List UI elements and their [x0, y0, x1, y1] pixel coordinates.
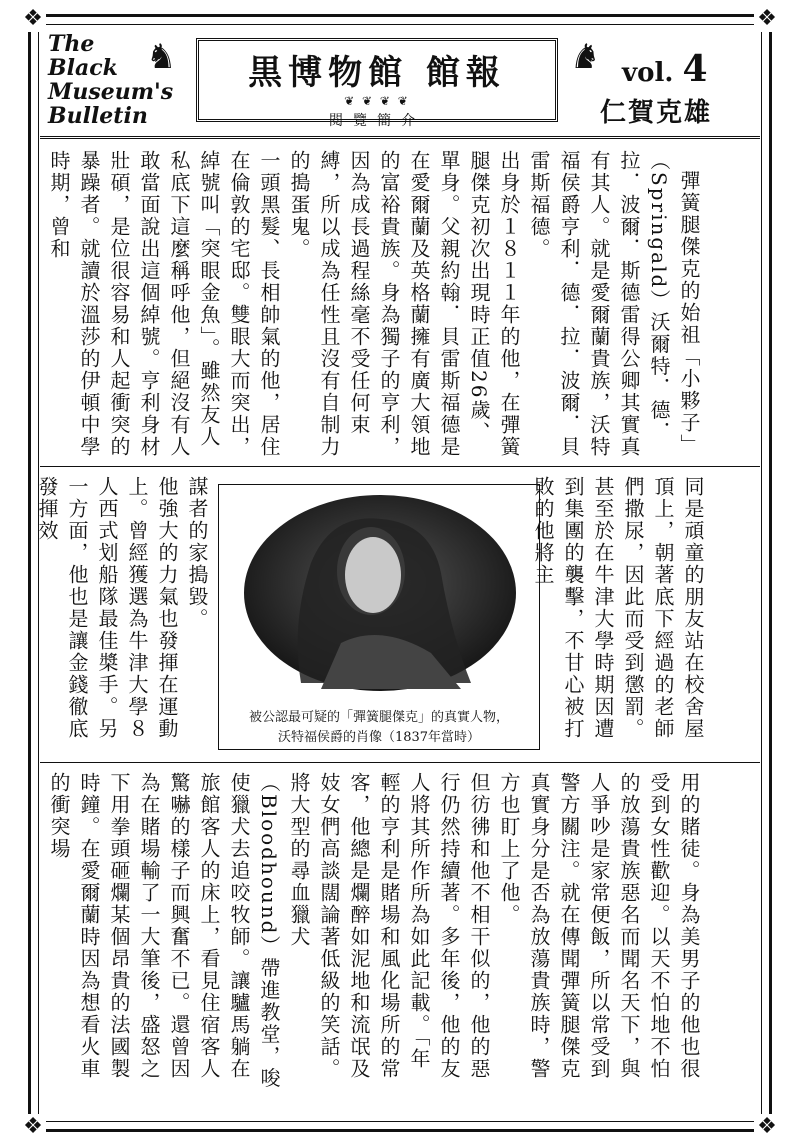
masthead-line: Bulletin: [48, 103, 148, 129]
title-flourish-icon: ❦ ❦ ❦ ❦: [344, 94, 410, 108]
article-text-middle-left: [35, 476, 212, 754]
masthead-line: The: [48, 31, 95, 57]
corner-ornament-icon: ❖: [754, 1114, 780, 1140]
article-paragraph: 彈簧腿傑克的始祖「小夥子」（Springald）沃爾特．德．拉．波爾．斯德雷得公卿其實真有其人。就是愛爾蘭貴族，沃特福侯爵亨利．德．拉．波爾．貝雷斯福德。 出身於１８１１年的他，在彈簧腿傑克初次出現時正值26歲、單身。父親約翰．貝雷斯福德是在愛爾蘭及英格蘭擁有廣大領地的富裕貴族。身為獨子的亨利，因為成長過程絲毫不受任何束縛，所以成為任性且沒有自制力的搗蛋鬼。 一頭黑髮、長相帥氣的他，居住在倫敦的宅邸。雙眼大而突出，綽號叫「突眼金魚」。雖然友人私底下這麼稱呼他，但絕沒有人敢當面說出這個綽號。亨利身材壯碩，是位很容易和人起衝突的暴躁者。就讀於溫莎的伊頓中學時期，曾和: [47, 150, 701, 458]
corner-ornament-icon: ❖: [20, 6, 46, 32]
corner-ornament-icon: ❖: [754, 6, 780, 32]
portrait-icon: [241, 493, 519, 693]
volume-label: [622, 48, 708, 90]
masthead-line: Black: [48, 55, 118, 81]
author-name: 仁賀克雄: [600, 98, 713, 128]
seahorse-icon: ♞: [570, 37, 601, 77]
caption-line: 沃特福侯爵的肖像（1837年當時）: [277, 730, 481, 745]
volume-prefix: vol.: [622, 58, 674, 88]
article-text-middle-right: [531, 476, 708, 754]
title-box: [196, 38, 558, 129]
article-paragraph: 同是頑童的朋友站在校舍屋頂上，朝著底下經過的老師們撒尿，因此而受到懲罰。甚至於在牛津大學時期因遭到集團的襲擊，不甘心被打敗的他將主: [531, 476, 705, 740]
page-subtitle: 閱覽簡介: [329, 113, 425, 129]
corner-ornament-icon: ❖: [20, 1114, 46, 1140]
page-title: 黒博物館 館報: [248, 53, 506, 93]
seahorse-icon: ♞: [146, 37, 177, 77]
article-paragraph: 用的賭徒。身為美男子的他也很受到女性歡迎。以天不怕地不怕的放蕩貴族惡名而聞名天下，與人爭吵是家常便飯，所以常受到警方關注。就在傳聞彈簧腿傑克真實身分是否為放蕩貴族時，警方也盯上了他。 但彷彿和他不相干似的，他的惡行仍然持續著。多年後，他的友人將其所作所為如此記載。「年輕的亨利是賭場和風化場所的常客，他總是爛醉如泥地和流氓及妓女們高談闊論著低級的笑話。將大型的尋血獵犬（Bloodhound）帶進教堂，唆使獵犬去追咬牧師。讓驢馬躺在旅館客人的床上，看見住宿客人驚嚇的樣子而興奮不已。還曾因為在賭場輸了一大筆後，盛怒之下用拳頭砸爛某個昂貴的法國製時鐘。在愛爾蘭時因為想看火車的衝突場: [47, 772, 701, 1090]
section-divider: [40, 762, 760, 763]
article-paragraph: 謀者的家搗毀。 他強大的力氣也發揮在運動上。曾經獲選為牛津大學８人西式划船隊最佳槳手。另一方面，他也是讓金錢徹底發揮效: [35, 476, 209, 740]
section-divider: [40, 466, 760, 467]
masthead-line: Museum's: [48, 79, 174, 105]
portrait-caption: [218, 708, 540, 748]
caption-line: 被公認最可疑的「彈簧腿傑克」的真實人物，: [248, 710, 509, 725]
header-divider: [40, 136, 760, 139]
article-text-bottom: [47, 772, 704, 1090]
article-text-top: [47, 150, 704, 462]
volume-number: 4: [682, 48, 708, 90]
masthead-logo: [48, 31, 174, 129]
